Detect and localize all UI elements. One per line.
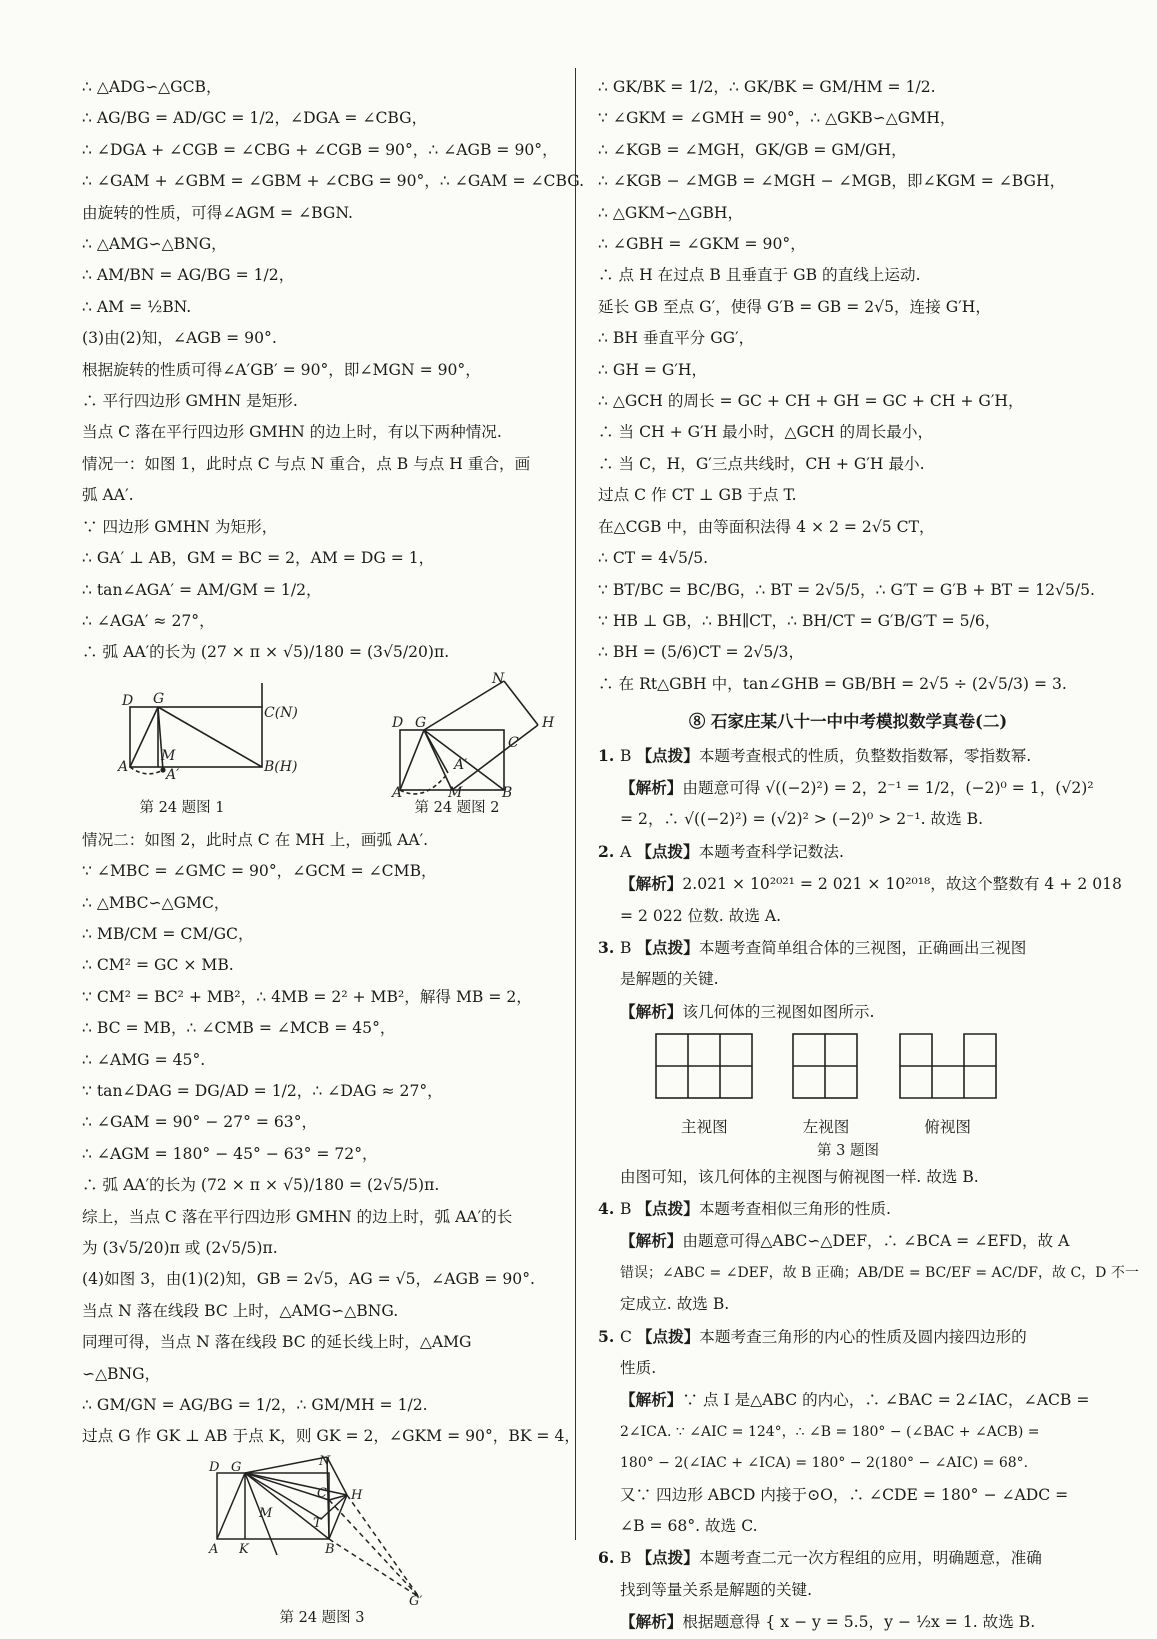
- right-text-line-7: ∴ 点 H 在过点 B 且垂直于 GB 的直线上运动.: [598, 266, 921, 285]
- fig2-label-B: B: [502, 784, 513, 801]
- figure-1-caption: 第 24 题图 1: [139, 799, 225, 816]
- fig3-label-C: C: [317, 1485, 327, 1501]
- column-divider: [575, 68, 576, 1540]
- left-text-line-b-20: 过点 G 作 GK ⊥ AB 于点 K，则 GK = 2，∠GKM = 90°，BK = 4，: [82, 1427, 580, 1446]
- left-column: [82, 72, 585, 1629]
- right-text-line-16: ∴ CT = 4√5/5.: [598, 549, 709, 568]
- right-text-line-15: 在△CGB 中，由等面积法得 4 × 2 = 2√5 CT，: [598, 517, 935, 536]
- question-3: [598, 932, 1098, 1193]
- figure-3-caption: 第 24 题图 3: [279, 1609, 365, 1626]
- q5-jiexi-5: ∠B = 68°. 故选 C.: [620, 1517, 758, 1536]
- q4-number: 4.: [598, 1199, 615, 1218]
- left-text-line-a-13: 情况一：如图 1，此时点 C 与点 N 重合，点 B 与点 H 重合，画: [82, 454, 531, 473]
- q1-tag-jiexi: 【解析】: [620, 777, 683, 797]
- q6-dianbo: 本题考查二元一次方程组的应用，明确题意，准确: [698, 1549, 1042, 1568]
- fig3-label-G: G: [231, 1459, 242, 1475]
- right-text-line-10: ∴ GH = G′H，: [598, 360, 708, 379]
- q6-dianbo-2: 找到等量关系是解题的关键.: [620, 1580, 813, 1599]
- q3-tag-jiexi: 【解析】: [620, 1001, 683, 1021]
- q4-jiexi-1: 由题意可得△ABC∽△DEF，∴ ∠BCA = ∠EFD，故 A: [682, 1232, 1070, 1251]
- fig2-label-A: A: [392, 784, 403, 801]
- q2-jiexi-2: = 2 022 位数. 故选 A.: [620, 906, 782, 925]
- top-view-label: 俯视图: [924, 1117, 972, 1136]
- figure-1: [82, 675, 298, 825]
- fig3-label-N: N: [319, 1453, 331, 1469]
- fig3-label-K: K: [239, 1541, 249, 1557]
- q4-tag-jiexi: 【解析】: [620, 1231, 683, 1251]
- side-view: [791, 1032, 861, 1139]
- side-view-label: 左视图: [802, 1117, 850, 1136]
- right-text-line-1: ∴ GK/BK = 1/2，∴ GK/BK = GM/HM = 1/2.: [598, 78, 936, 96]
- right-text-line-6: ∴ ∠GBH = ∠GKM = 90°，: [598, 235, 806, 254]
- left-text-line-a-19: ∴ 弧 AA′的长为 (27 × π × √5)/180 = (3√5/20)π.: [82, 643, 450, 662]
- fig1-label-A: A: [118, 758, 129, 775]
- question-4: [598, 1193, 1139, 1321]
- left-text-line-a-1: ∴ △ADG∽△GCB，: [82, 78, 222, 96]
- q2-answer: A: [620, 842, 632, 861]
- question-6: [598, 1542, 1098, 1638]
- left-text-line-b-19: ∴ GM/GN = AG/BG = 1/2，∴ GM/MH = 1/2.: [82, 1396, 428, 1415]
- fig2-label-C: C: [508, 734, 519, 751]
- figure-2: [352, 670, 562, 825]
- q4-jiexi-3: 定成立. 故选 B.: [620, 1295, 730, 1314]
- right-text-line-12: ∴ 当 CH + G′H 最小时，△GCH 的周长最小，: [598, 423, 934, 442]
- left-text-line-b-10: ∴ ∠GAM = 90° − 27° = 63°，: [82, 1113, 318, 1132]
- q3-dianbo: 本题考查简单组合体的三视图，正确画出三视图: [698, 938, 1027, 957]
- fig3-label-T: T: [313, 1515, 322, 1531]
- q5-jiexi-1: ∵ 点 I 是△ABC 的内心，∴ ∠BAC = 2∠IAC，∠ACB =: [682, 1391, 1090, 1410]
- left-text-line-a-12: 当点 C 落在平行四边形 GMHN 的边上时，有以下两种情况.: [82, 423, 502, 442]
- fig2-label-G: G: [415, 714, 427, 731]
- right-text-line-2: ∵ ∠GKM = ∠GMH = 90°，∴ △GKB∽△GMH，: [598, 109, 956, 128]
- left-text-line-b-7: ∴ BC = MB，∴ ∠CMB = ∠MCB = 45°，: [82, 1019, 396, 1038]
- right-text-line-5: ∴ △GKM∽△GBH，: [598, 203, 744, 222]
- left-text-line-b-3: ∴ △MBC∽△GMC，: [82, 893, 230, 912]
- left-text-line-b-18: ∽△BNG，: [82, 1364, 161, 1383]
- left-text-line-b-8: ∴ ∠AMG = 45°.: [82, 1050, 206, 1069]
- right-text-line-4: ∴ ∠KGB − ∠MGB = ∠MGH − ∠MGB，即∠KGM = ∠BGH，: [598, 172, 1066, 191]
- section-heading: ⑧ 石家庄某八十一中中考模拟数学真卷(二): [688, 712, 1008, 732]
- fig2-label-M: M: [448, 784, 463, 801]
- question-2: [598, 836, 1122, 932]
- front-view: [654, 1032, 754, 1139]
- fig2-label-N: N: [492, 670, 505, 687]
- left-text-line-a-11: ∴ 平行四边形 GMHN 是矩形.: [82, 392, 298, 411]
- q4-answer: B: [620, 1200, 632, 1218]
- left-text-line-b-12: ∴ 弧 AA′的长为 (72 × π × √5)/180 = (2√5/5)π.: [82, 1176, 440, 1195]
- q4-dianbo: 本题考查相似三角形的性质.: [698, 1200, 891, 1218]
- left-text-line-a-7: ∴ AM/BN = AG/BG = 1/2，: [82, 266, 295, 285]
- fig1-label-A-prime: A′: [166, 766, 180, 783]
- q1-jiexi-2: = 2，∴ √((−2)²) = (√2)² > (−2)⁰ > 2⁻¹. 故选 B.: [620, 810, 984, 829]
- q2-tag-dianbo: 【点拨】: [636, 841, 699, 861]
- q6-answer: B: [620, 1549, 632, 1568]
- left-text-line-a-8: ∴ AM = ½BN.: [82, 297, 192, 316]
- fig3-label-D: D: [209, 1459, 220, 1475]
- q3-after: 由图可知，该几何体的主视图与俯视图一样. 故选 B.: [620, 1167, 979, 1186]
- fig3-label-A: A: [209, 1541, 219, 1557]
- right-text-line-18: ∵ HB ⊥ GB，∴ BH∥CT，∴ BH/CT = G′B/G′T = 5/6，: [598, 611, 1001, 630]
- left-text-line-a-10: 根据旋转的性质可得∠A′GB′ = 90°，即∠MGN = 90°，: [82, 360, 481, 379]
- left-text-line-b-6: ∵ CM² = BC² + MB²，∴ 4MB = 2² + MB²，解得 MB = 2，: [82, 987, 532, 1006]
- q1-dianbo: 本题考查根式的性质，负整数指数幂，零指数幂.: [698, 746, 1032, 765]
- right-text-line-20: ∴ 在 Rt△GBH 中，tan∠GHB = GB/BH = 2√5 ÷ (2√5/3) = 3.: [598, 674, 1067, 693]
- q2-dianbo: 本题考查科学记数法.: [698, 842, 844, 861]
- q5-dianbo-2: 性质.: [620, 1359, 657, 1378]
- left-text-line-b-2: ∵ ∠MBC = ∠GMC = 90°，∠GCM = ∠CMB，: [82, 862, 437, 881]
- right-text-line-19: ∴ BH = (5/6)CT = 2√5/3，: [598, 643, 805, 662]
- left-text-line-a-6: ∴ △AMG∽△BNG，: [82, 235, 227, 254]
- q6-jiexi-1: 根据题意得 { x − y = 5.5，y − ½x = 1. 故选 B.: [682, 1613, 1036, 1632]
- left-text-line-a-14: 弧 AA′.: [82, 486, 134, 505]
- left-text-line-a-9: (3)由(2)知，∠AGB = 90°.: [82, 329, 277, 348]
- left-text-line-a-3: ∴ ∠DGA + ∠CGB = ∠CBG + ∠CGB = 90°，∴ ∠AGB = 90°，: [82, 140, 558, 159]
- figure-3: [82, 1455, 562, 1629]
- left-text-line-a-16: ∴ GA′ ⊥ AB，GM = BC = 2，AM = DG = 1，: [82, 549, 435, 568]
- q3-figure-caption: 第 3 题图: [817, 1142, 879, 1159]
- q3-answer: B: [620, 938, 632, 957]
- question-1: [598, 740, 1098, 836]
- q6-tag-jiexi: 【解析】: [620, 1612, 683, 1632]
- three-views: [636, 1032, 1016, 1139]
- q4-tag-dianbo: 【点拨】: [636, 1199, 699, 1218]
- fig2-label-H: H: [542, 714, 555, 731]
- right-text-line-8: 延长 GB 至点 G′，使得 G′B = GB = 2√5，连接 G′H，: [598, 297, 991, 316]
- left-text-line-a-5: 由旋转的性质，可得∠AGM = ∠BGN.: [82, 203, 353, 222]
- left-text-line-b-5: ∴ CM² = GC × MB.: [82, 956, 234, 975]
- left-text-line-b-11: ∴ ∠AGM = 180° − 45° − 63° = 72°，: [82, 1144, 378, 1163]
- fig3-label-M: M: [259, 1505, 273, 1521]
- q3-tag-dianbo: 【点拨】: [636, 937, 699, 957]
- left-text-line-b-13: 综上，当点 C 落在平行四边形 GMHN 的边上时，弧 AA′的长: [82, 1207, 513, 1226]
- left-text-line-a-15: ∵ 四边形 GMHN 为矩形，: [82, 517, 278, 536]
- q2-jiexi-1: 2.021 × 10²⁰²¹ = 2 021 × 10²⁰¹⁸，故这个整数有 4 + 2 018: [682, 875, 1122, 894]
- fig1-label-G: G: [153, 690, 165, 707]
- q5-jiexi-4: 又∵ 四边形 ABCD 内接于⊙O，∴ ∠CDE = 180° − ∠ADC =: [620, 1485, 1069, 1504]
- q5-dianbo: 本题考查三角形的内心的性质及圆内接四边形的: [699, 1327, 1027, 1346]
- q3-jiexi-1: 该几何体的三视图如图所示.: [682, 1002, 875, 1021]
- right-text-line-9: ∴ BH 垂直平分 GG′，: [598, 329, 755, 348]
- q2-number: 2.: [598, 841, 615, 861]
- fig1-label-D: D: [122, 692, 134, 709]
- fig2-label-D: D: [392, 714, 404, 731]
- fig1-label-M: M: [161, 747, 176, 764]
- fig1-label-CN: C(N): [264, 704, 298, 721]
- top-view: [898, 1032, 998, 1139]
- q1-tag-dianbo: 【点拨】: [636, 745, 699, 765]
- q1-number: 1.: [598, 745, 615, 765]
- fig1-label-BH: B(H): [264, 758, 298, 775]
- left-text-line-b-15: (4)如图 3，由(1)(2)知，GB = 2√5，AG = √5，∠AGB = 90°.: [82, 1270, 535, 1289]
- figure-row-1-2: [82, 670, 562, 825]
- q1-answer: B: [620, 746, 632, 765]
- right-text-line-3: ∴ ∠KGB = ∠MGH，GK/GB = GM/GH，: [598, 140, 907, 159]
- left-text-line-a-17: ∴ tan∠AGA′ = AM/GM = 1/2，: [82, 580, 322, 599]
- q5-number: 5.: [598, 1326, 615, 1346]
- right-text-line-13: ∴ 当 C，H，G′三点共线时，CH + G′H 最小.: [598, 454, 925, 473]
- q5-tag-jiexi: 【解析】: [620, 1390, 683, 1410]
- fig3-label-G-prime: G′: [409, 1593, 423, 1609]
- question-5: [598, 1321, 1098, 1543]
- left-text-line-b-1: 情况二：如图 2，此时点 C 在 MH 上，画弧 AA′.: [82, 830, 429, 849]
- left-text-line-b-4: ∴ MB/CM = CM/GC，: [82, 924, 254, 943]
- left-text-line-b-16: 当点 N 落在线段 BC 上时，△AMG∽△BNG.: [82, 1301, 399, 1320]
- right-column: [598, 72, 1139, 1639]
- right-text-line-14: 过点 C 作 CT ⊥ GB 于点 T.: [598, 486, 797, 505]
- q2-tag-jiexi: 【解析】: [620, 874, 683, 894]
- q6-tag-dianbo: 【点拨】: [636, 1548, 699, 1568]
- q5-jiexi-3: 180° − 2(∠IAC + ∠ICA) = 180° − 2(180° − ∠AIC) = 68°.: [620, 1455, 1029, 1472]
- left-text-line-b-14: 为 (3√5/20)π 或 (2√5/5)π.: [82, 1239, 278, 1257]
- q5-jiexi-2: 2∠ICA. ∵ ∠AIC = 124°，∴ ∠B = 180° − (∠BAC + ∠ACB) =: [620, 1423, 1040, 1440]
- fig2-label-A-prime: A′: [454, 756, 468, 773]
- q3-number: 3.: [598, 937, 615, 957]
- q5-answer: C: [620, 1327, 632, 1346]
- left-text-line-a-18: ∴ ∠AGA′ ≈ 27°，: [82, 611, 215, 630]
- q5-tag-dianbo: 【点拨】: [636, 1326, 700, 1346]
- fig3-label-H: H: [351, 1487, 363, 1503]
- q1-jiexi-1: 由题意可得 √((−2)²) = 2，2⁻¹ = 1/2，(−2)⁰ = 1，(√2)²: [682, 778, 1094, 797]
- left-text-line-b-9: ∵ tan∠DAG = DG/AD = 1/2，∴ ∠DAG ≈ 27°，: [82, 1081, 443, 1100]
- left-text-line-b-17: 同理可得，当点 N 落在线段 BC 的延长线上时，△AMG: [82, 1333, 472, 1352]
- q3-dianbo-2: 是解题的关键.: [620, 970, 719, 989]
- left-text-line-a-4: ∴ ∠GAM + ∠GBM = ∠GBM + ∠CBG = 90°，∴ ∠GAM = ∠CBG.: [82, 172, 585, 191]
- front-view-label: 主视图: [680, 1117, 728, 1136]
- q6-number: 6.: [598, 1548, 615, 1568]
- left-text-line-a-2: ∴ AG/BG = AD/GC = 1/2，∠DGA = ∠CBG，: [82, 109, 428, 128]
- right-text-line-11: ∴ △GCH 的周长 = GC + CH + GH = GC + CH + G′H，: [598, 392, 1024, 411]
- q4-jiexi-2: 错误；∠ABC = ∠DEF，故 B 正确；AB/DE = BC/EF = AC/DF，故 C，D 不一: [620, 1264, 1139, 1281]
- fig3-label-B: B: [325, 1541, 335, 1557]
- figure-2-caption: 第 24 题图 2: [414, 799, 500, 816]
- right-text-line-17: ∵ BT/BC = BC/BG，∴ BT = 2√5/5，∴ G′T = G′B + BT = 12√5/5.: [598, 580, 1096, 599]
